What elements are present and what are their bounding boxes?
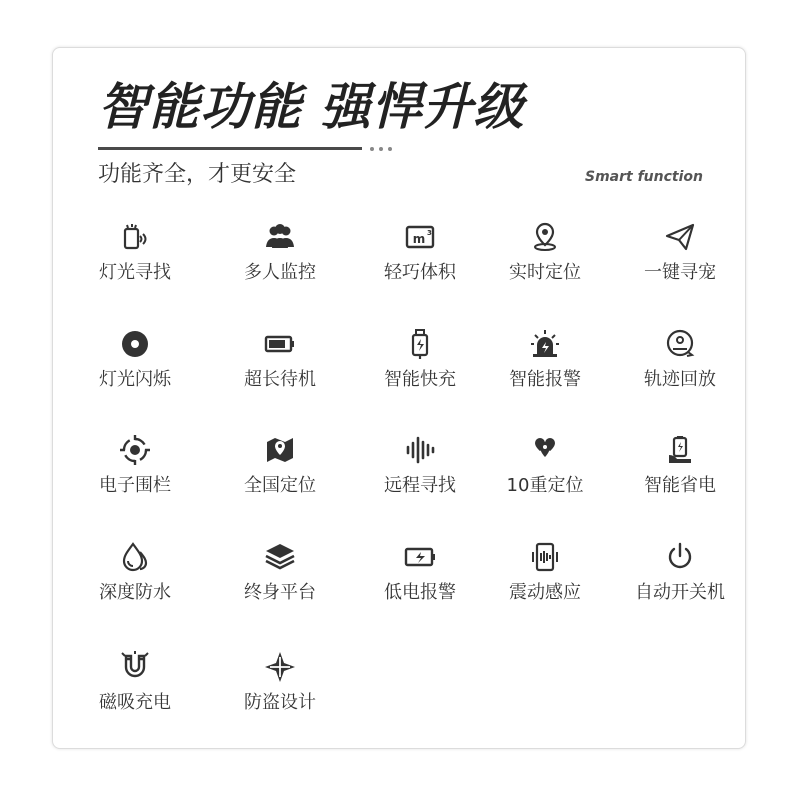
feature-label: 电子围栏 xyxy=(99,475,171,496)
page-title: 智能功能 强悍升级 xyxy=(98,78,525,136)
diamond-star-icon xyxy=(263,650,297,684)
feature-item xyxy=(60,433,210,513)
feature-label: 实时定位 xyxy=(509,262,581,283)
feature-grid xyxy=(60,220,740,740)
feature-label: 深度防水 xyxy=(99,582,171,603)
feature-item xyxy=(470,220,620,300)
feature-label: 一键寻宠 xyxy=(644,262,716,283)
feature-item xyxy=(470,327,620,407)
feature-label: 全国定位 xyxy=(244,475,316,496)
feature-label: 轻巧体积 xyxy=(384,262,456,283)
feature-label: 灯光闪烁 xyxy=(99,369,171,390)
feature-item xyxy=(605,433,755,513)
feature-item xyxy=(605,540,755,620)
feature-label: 10重定位 xyxy=(506,475,584,496)
feature-label: 智能快充 xyxy=(384,369,456,390)
feature-label: 磁吸充电 xyxy=(99,692,171,713)
layers-icon xyxy=(263,540,297,574)
track-replay-icon xyxy=(663,327,697,361)
alarm-siren-icon xyxy=(528,327,562,361)
feature-label: 轨迹回放 xyxy=(644,369,716,390)
feature-label: 终身平台 xyxy=(244,582,316,603)
water-drop-icon xyxy=(118,540,152,574)
feature-item xyxy=(605,220,755,300)
feature-item xyxy=(60,540,210,620)
feature-item xyxy=(205,540,355,620)
flash-circle-icon xyxy=(118,327,152,361)
feature-item xyxy=(205,327,355,407)
feature-item xyxy=(60,220,210,300)
usb-charge-icon xyxy=(403,327,437,361)
feature-item xyxy=(470,433,620,513)
feature-label: 智能省电 xyxy=(644,475,716,496)
geofence-target-icon xyxy=(118,433,152,467)
power-icon xyxy=(663,540,697,574)
location-pin-icon xyxy=(528,220,562,254)
light-find-icon xyxy=(118,220,152,254)
multi-user-icon xyxy=(263,220,297,254)
svg-text:m: m xyxy=(412,232,426,246)
title-underline xyxy=(98,147,362,150)
feature-item xyxy=(205,220,355,300)
map-pin-icon xyxy=(263,433,297,467)
english-caption: Smart function xyxy=(585,169,703,185)
feature-label: 防盗设计 xyxy=(244,692,316,713)
feature-label: 低电报警 xyxy=(384,582,456,603)
feature-label: 自动开关机 xyxy=(635,582,725,603)
feature-label: 超长待机 xyxy=(244,369,316,390)
paper-plane-icon xyxy=(663,220,697,254)
feature-label: 震动感应 xyxy=(509,582,581,603)
feature-label: 远程寻找 xyxy=(384,475,456,496)
feature-item xyxy=(605,327,755,407)
hand-battery-icon xyxy=(663,433,697,467)
low-battery-icon xyxy=(403,540,437,574)
feature-item xyxy=(60,650,210,730)
feature-item xyxy=(205,650,355,730)
feature-label: 智能报警 xyxy=(509,369,581,390)
svg-text:3: 3 xyxy=(427,229,432,237)
battery-icon xyxy=(263,327,297,361)
feature-label: 多人监控 xyxy=(244,262,316,283)
decorative-dots xyxy=(370,147,392,151)
feature-item xyxy=(205,433,355,513)
feature-item xyxy=(60,327,210,407)
volume-m3-icon xyxy=(403,220,437,254)
magnet-icon xyxy=(118,650,152,684)
feature-item xyxy=(470,540,620,620)
page-subtitle: 功能齐全，才更安全 xyxy=(98,162,297,187)
sound-wave-icon xyxy=(403,433,437,467)
triple-pin-icon xyxy=(528,433,562,467)
feature-label: 灯光寻找 xyxy=(99,262,171,283)
vibration-icon xyxy=(528,540,562,574)
